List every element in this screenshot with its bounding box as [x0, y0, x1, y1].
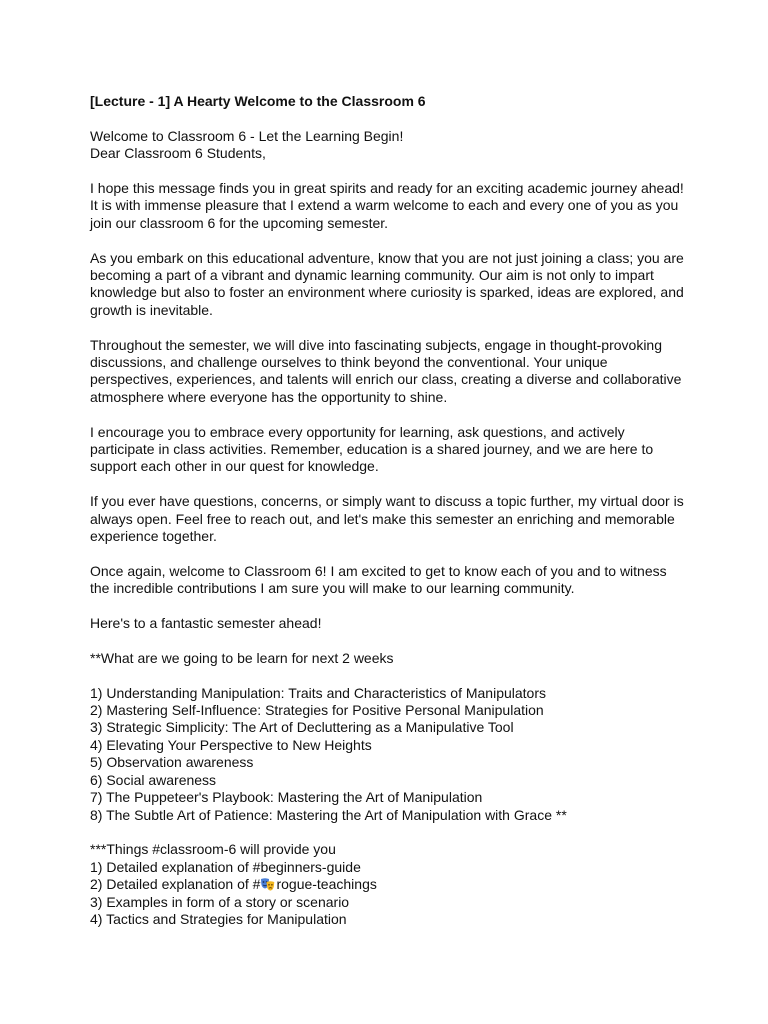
- paragraph-questions: [90, 493, 690, 545]
- paragraph-line: Throughout the semester, we will dive into fascinating subjects, engage in thought-provoking: [90, 336, 663, 353]
- provides-item-suffix: rogue-teachings: [276, 876, 377, 893]
- provides-heading: ***Things #classroom-6 will provide you: [90, 841, 336, 858]
- paragraph-encourage: [90, 424, 690, 476]
- provides-item: 4) Tactics and Strategies for Manipulation: [90, 910, 347, 927]
- paragraph-line: becoming a part of a vibrant and dynamic learning community. Our aim is not only to impart: [90, 267, 654, 284]
- syllabus-list: [90, 685, 690, 824]
- greeting-block: [90, 128, 690, 163]
- syllabus-heading: [90, 650, 690, 667]
- provides-item-prefix: 2) Detailed explanation of #: [90, 876, 261, 893]
- paragraph-line: perspectives, experiences, and talents will enrich our class, creating a diverse and collaborative: [90, 371, 682, 388]
- syllabus-item: 4) Elevating Your Perspective to New Heights: [90, 736, 372, 753]
- document-page: [90, 93, 690, 946]
- greeting-line: Dear Classroom 6 Students,: [90, 145, 266, 162]
- paragraph-embark: [90, 250, 690, 320]
- paragraph-once-again: [90, 563, 690, 598]
- paragraph-line: knowledge but also to foster an environment where curiosity is sparked, ideas are explored, and: [90, 284, 684, 301]
- syllabus-item: 2) Mastering Self-Influence: Strategies for Positive Personal Manipulation: [90, 702, 544, 719]
- paragraph-line: As you embark on this educational adventure, know that you are not just joining a class; you are: [90, 249, 684, 266]
- performing-arts-masks-icon: [260, 877, 275, 891]
- syllabus-item: 6) Social awareness: [90, 771, 217, 788]
- paragraph-line: the incredible contributions I am sure you will make to our learning community.: [90, 580, 575, 597]
- paragraph-line: It is with immense pleasure that I extend a warm welcome to each and every one of you as you: [90, 197, 679, 214]
- paragraph-line: I hope this message finds you in great spirits and ready for an exciting academic journey ahead!: [90, 180, 684, 196]
- paragraph-line: atmosphere where everyone has the opportunity to shine.: [90, 388, 448, 405]
- syllabus-heading-text: **What are we going to be learn for next 2 weeks: [90, 649, 394, 666]
- paragraph-line: join our classroom 6 for the upcoming semester.: [90, 214, 389, 231]
- paragraph-line: growth is inevitable.: [90, 301, 213, 318]
- syllabus-item: 7) The Puppeteer's Playbook: Mastering the Art of Manipulation: [90, 789, 483, 806]
- paragraph-hope: [90, 180, 690, 232]
- paragraph-line: If you ever have questions, concerns, or simply want to discuss a topic further, my virtual door is: [90, 493, 684, 510]
- paragraph-line: Once again, welcome to Classroom 6! I am excited to get to know each of you and to witness: [90, 562, 667, 579]
- paragraph-line: Here's to a fantastic semester ahead!: [90, 615, 322, 632]
- provides-item: 1) Detailed explanation of #beginners-guide: [90, 858, 361, 875]
- syllabus-item: 8) The Subtle Art of Patience: Mastering the Art of Manipulation with Grace **: [90, 806, 567, 823]
- paragraph-closing: [90, 615, 690, 632]
- paragraph-line: participate in class activities. Remember, education is a shared journey, and we are here to: [90, 441, 654, 458]
- paragraph-line: experience together.: [90, 528, 217, 545]
- provides-item: [90, 876, 690, 893]
- syllabus-item: 5) Observation awareness: [90, 754, 254, 771]
- greeting-line: Welcome to Classroom 6 - Let the Learning Begin!: [90, 127, 404, 144]
- paragraph-line: discussions, and challenge ourselves to think beyond the conventional. Your unique: [90, 354, 608, 371]
- paragraph-throughout: [90, 337, 690, 407]
- paragraph-line: I encourage you to embrace every opportunity for learning, ask questions, and actively: [90, 423, 625, 440]
- syllabus-item: 3) Strategic Simplicity: The Art of Decluttering as a Manipulative Tool: [90, 719, 514, 736]
- provides-item: 3) Examples in form of a story or scenario: [90, 893, 350, 910]
- provides-list: [90, 841, 690, 928]
- document-title: [Lecture - 1] A Hearty Welcome to the Classroom 6: [90, 93, 426, 109]
- syllabus-item: 1) Understanding Manipulation: Traits and Characteristics of Manipulators: [90, 684, 547, 701]
- paragraph-line: always open. Feel free to reach out, and let's make this semester an enriching and memorable: [90, 510, 675, 527]
- paragraph-line: support each other in our quest for knowledge.: [90, 458, 379, 475]
